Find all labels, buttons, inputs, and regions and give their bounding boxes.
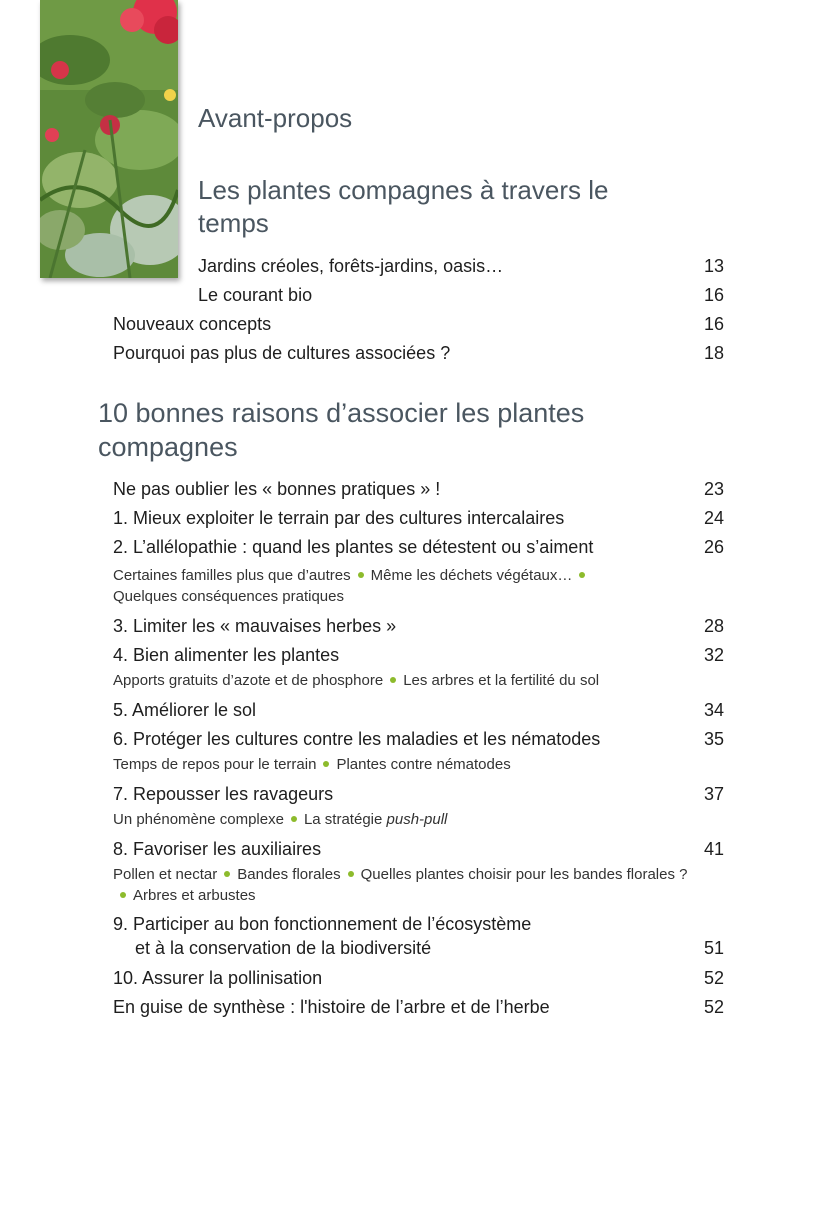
bullet-icon bbox=[390, 677, 396, 683]
toc-entry-page: 37 bbox=[703, 784, 724, 804]
toc-entry-page: 26 bbox=[703, 537, 724, 557]
toc-entry-title: Nouveaux concepts bbox=[113, 314, 272, 334]
subtopic: Un phénomène complexe bbox=[113, 811, 284, 828]
toc-entry[interactable] bbox=[113, 614, 724, 638]
toc-subtopics bbox=[113, 864, 693, 906]
bullet-icon bbox=[224, 871, 230, 877]
subtopic: Bandes florales bbox=[237, 866, 341, 883]
toc-subtopics bbox=[113, 670, 713, 691]
toc-entry-title: Le courant bio bbox=[198, 285, 313, 305]
subtopic: Quelques conséquences pratiques bbox=[113, 588, 344, 605]
toc-entry[interactable] bbox=[198, 254, 724, 278]
toc-entry[interactable] bbox=[113, 727, 724, 751]
section-heading-raisons: 10 bonnes raisons d’associer les plantes compagnes bbox=[98, 398, 585, 462]
toc-entry-page: 24 bbox=[703, 508, 724, 528]
toc-subtopics bbox=[113, 754, 713, 775]
toc-entry[interactable] bbox=[113, 912, 724, 936]
toc-entry-title: 2. L’allélopathie : quand les plantes se détestent ou s’aiment bbox=[113, 537, 594, 557]
bullet-icon bbox=[348, 871, 354, 877]
toc-entry-title: Jardins créoles, forêts-jardins, oasis… bbox=[198, 256, 504, 276]
bullet-icon bbox=[120, 892, 126, 898]
subtopic: Pollen et nectar bbox=[113, 866, 218, 883]
toc-entry-title: 9. Participer au bon fonctionnement de l’écosystème bbox=[113, 914, 532, 934]
subtopic-italic: push-pull bbox=[386, 811, 448, 828]
toc-entry-title: 6. Protéger les cultures contre les maladies et les nématodes bbox=[113, 729, 601, 749]
flower-photo-icon bbox=[40, 0, 178, 278]
section-heading-plantes-temps: Les plantes compagnes à travers le temps bbox=[198, 175, 609, 238]
toc-entry-title: Pourquoi pas plus de cultures associées ? bbox=[113, 343, 451, 363]
toc-entry[interactable] bbox=[113, 341, 724, 365]
toc-subtopics bbox=[113, 565, 693, 607]
toc-entry[interactable] bbox=[113, 312, 724, 336]
toc-entry-page: 51 bbox=[703, 938, 724, 958]
subtopic: La stratégie bbox=[303, 811, 383, 828]
bullet-icon bbox=[358, 572, 364, 578]
toc-entry-title: 7. Repousser les ravageurs bbox=[113, 784, 334, 804]
toc-entry[interactable] bbox=[113, 535, 724, 559]
toc-entry[interactable] bbox=[113, 995, 724, 1019]
subtopic: Plantes contre nématodes bbox=[336, 756, 511, 773]
toc-entry-continuation[interactable] bbox=[113, 936, 724, 960]
toc-entry[interactable] bbox=[113, 837, 724, 861]
toc-entry-page: 23 bbox=[703, 479, 724, 499]
toc-entry-page: 16 bbox=[703, 314, 724, 334]
toc-entry-page: 18 bbox=[703, 343, 724, 363]
toc-entry-page: 28 bbox=[703, 616, 724, 636]
subtopic: Apports gratuits d’azote et de phosphore bbox=[113, 672, 384, 689]
toc-entry-title: 3. Limiter les « mauvaises herbes » bbox=[113, 616, 397, 636]
toc-entry[interactable] bbox=[113, 643, 724, 667]
toc-entry-title: En guise de synthèse : l'histoire de l’arbre et de l’herbe bbox=[113, 997, 550, 1017]
subtopic: Même les déchets végétaux… bbox=[370, 567, 573, 584]
bullet-icon bbox=[291, 816, 297, 822]
toc-subtopics bbox=[113, 809, 713, 830]
toc-entry-page: 13 bbox=[703, 256, 724, 276]
flower-photo bbox=[40, 0, 178, 278]
toc-entry[interactable] bbox=[113, 506, 724, 530]
toc-entry-page: 16 bbox=[703, 285, 724, 305]
subtopic: Les arbres et la fertilité du sol bbox=[403, 672, 600, 689]
toc-entry-page: 41 bbox=[703, 839, 724, 859]
toc-entry[interactable] bbox=[113, 966, 724, 990]
toc-entry-page: 32 bbox=[703, 645, 724, 665]
toc-entry[interactable] bbox=[198, 283, 724, 307]
toc-entry-title: 5. Améliorer le sol bbox=[113, 700, 257, 720]
toc-entry-title: 4. Bien alimenter les plantes bbox=[113, 645, 340, 665]
toc-entry[interactable] bbox=[113, 698, 724, 722]
subtopic: Temps de repos pour le terrain bbox=[113, 756, 317, 773]
toc-entry-title: 10. Assurer la pollinisation bbox=[113, 968, 323, 988]
subtopic: Arbres et arbustes bbox=[133, 887, 256, 904]
subtopic: Quelles plantes choisir pour les bandes florales ? bbox=[360, 866, 688, 883]
subtopic: Certaines familles plus que d’autres bbox=[113, 567, 351, 584]
toc-entry-title: Ne pas oublier les « bonnes pratiques » ! bbox=[113, 479, 441, 499]
toc-entry-title: 8. Favoriser les auxiliaires bbox=[113, 839, 322, 859]
toc-entry-page: 35 bbox=[703, 729, 724, 749]
toc-entry-page: 52 bbox=[703, 997, 724, 1017]
bullet-icon bbox=[579, 572, 585, 578]
toc-entry-title-line2: et à la conservation de la biodiversité bbox=[135, 938, 432, 958]
toc-entry-title: 1. Mieux exploiter le terrain par des cultures intercalaires bbox=[113, 508, 565, 528]
section-heading-avant-propos: Avant-propos bbox=[198, 103, 353, 133]
toc-entry-page: 34 bbox=[703, 700, 724, 720]
toc-entry-page: 52 bbox=[703, 968, 724, 988]
toc-entry[interactable] bbox=[113, 782, 724, 806]
bullet-icon bbox=[323, 761, 329, 767]
toc-entry[interactable] bbox=[113, 477, 724, 501]
